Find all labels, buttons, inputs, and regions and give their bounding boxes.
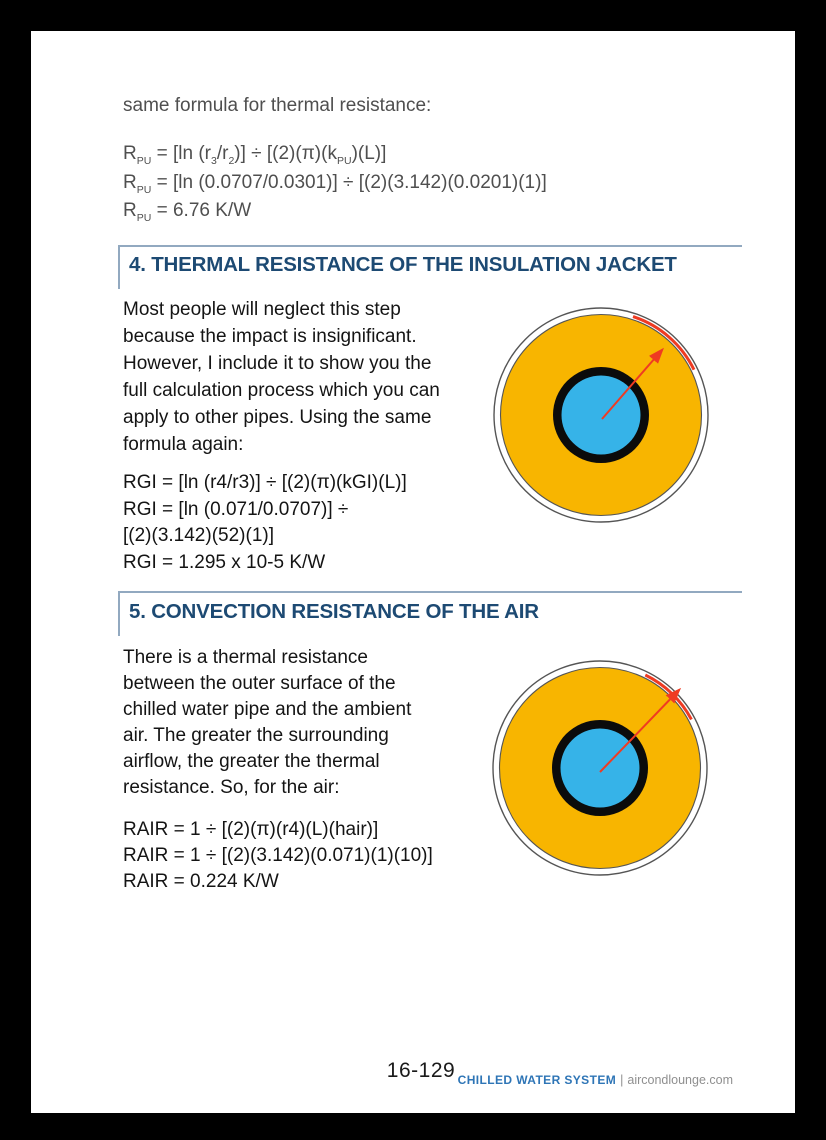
text-line: Most people will neglect this step [123,299,401,320]
intro-sentence: same formula for thermal resistance: [123,95,432,116]
formula-line: $R_{PU} = [\ln$ (0.0707/0.0301)] ÷ [(2)(3.142)(0.0201)(1)] [123,171,547,196]
text-line: because the impact is insignificant. [123,326,417,347]
text-line: RGI = [ln (0.071/0.0707)] ÷ [123,498,349,520]
section-4-heading: 4. THERMAL RESISTANCE OF THE INSULATION JACKET [118,245,742,289]
text-line: However, I include it to show you the [123,353,432,374]
text-line: airflow, the greater the thermal [123,751,380,772]
text-line: formula again: [123,434,244,455]
formula-line: $R_{PU} = [\ln$ $(r_3/r_2)] \div [(2)(\pi)(k_{PU})(L)]$ [123,143,387,167]
text-line: full calculation process which you can [123,380,440,401]
text-line: RGI = 1.295 x 10-5 K/W [123,551,326,573]
footer-site-name: aircondlounge.com [627,1073,733,1087]
text-line: RAIR = 0.224 K/W [123,871,279,892]
text-line: apply to other pipes. Using the same [123,407,432,428]
section-5-paragraph [123,645,411,801]
pipe-cross-section-diagram-insulation-jacket [486,300,716,530]
formula-block-rair [123,817,433,895]
text-line: chilled water pipe and the ambient [123,699,412,720]
text-line: [(2)(3.142)(52)(1)] [123,525,274,546]
document-page [31,31,795,1113]
text-line: air. The greater the surrounding [123,725,389,746]
footer-book-title: CHILLED WATER SYSTEM [457,1073,617,1087]
text-line: RAIR = 1 ÷ [(2)(3.142)(0.071)(1)(10)] [123,845,433,866]
formula-line: $R_{PU} = 6.76$ K/W [123,200,252,224]
text-line: RGI = [ln (r4/r3)] ÷ [(2)(π)(kGI)(L)] [123,472,407,493]
text-line: resistance. So, for the air: [123,777,340,798]
footer-separator: | [620,1073,624,1087]
section-4-paragraph [123,296,440,458]
text-line: between the outer surface of the [123,673,396,694]
formula-block-rpu [123,140,547,226]
chilled-water-core [561,729,640,808]
pipe-cross-section-diagram-air-convection [485,653,715,883]
text-line: There is a thermal resistance [123,647,368,668]
text-line: RAIR = 1 ÷ [(2)(π)(r4)(L)(hair)] [123,819,379,840]
page-number: 16-129 [386,1059,456,1082]
footer-running-title [458,1071,733,1089]
formula-block-rgi [123,470,407,576]
section-5-heading: 5. CONVECTION RESISTANCE OF THE AIR [118,591,742,636]
